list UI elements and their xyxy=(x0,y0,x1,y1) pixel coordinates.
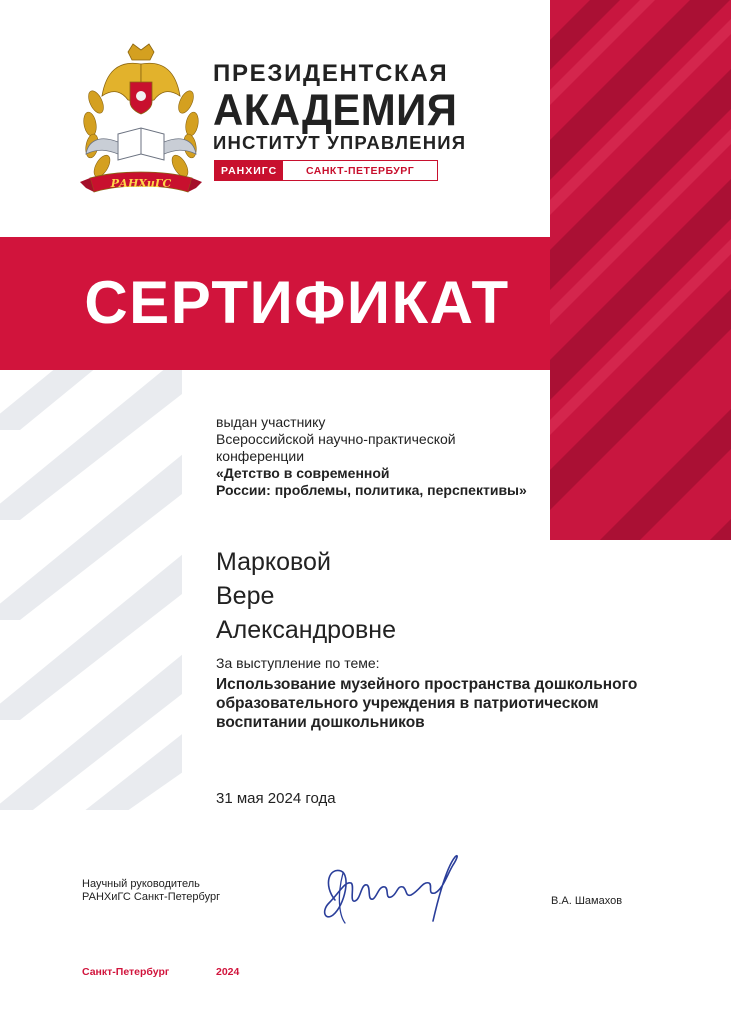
topic-line: образовательного учреждения в патриотическом xyxy=(216,695,599,712)
signatory-title-line: Научный руководитель xyxy=(82,878,200,890)
issued-line: Всероссийской научно-практической xyxy=(216,431,456,447)
ranepa-emblem-icon xyxy=(78,42,204,206)
brand-line-2: АКАДЕМИЯ xyxy=(213,85,458,135)
issued-text xyxy=(216,414,456,465)
emblem-ribbon-text: РАНХиГС xyxy=(110,177,172,190)
issue-date: 31 мая 2024 года xyxy=(216,790,336,807)
recipient-line: Вере xyxy=(216,582,275,610)
event-line: России: проблемы, политика, перспективы» xyxy=(216,482,527,498)
brand-tag-city: САНКТ-ПЕТЕРБУРГ xyxy=(305,164,415,177)
recipient-line: Марковой xyxy=(216,548,331,576)
certificate-title: СЕРТИФИКАТ xyxy=(84,269,510,336)
topic-label: За выступление по теме: xyxy=(216,655,380,671)
brand-tag xyxy=(214,160,438,181)
handwritten-signature-icon xyxy=(315,845,475,930)
signatory-title xyxy=(82,878,220,904)
topic-line: воспитании дошкольников xyxy=(216,714,425,731)
recipient-line: Александровне xyxy=(216,616,396,644)
recipient-name xyxy=(216,545,396,647)
topic-line: Использование музейного пространства дошкольного xyxy=(216,676,638,693)
decorative-pattern-left xyxy=(0,370,182,810)
event-name xyxy=(216,465,527,499)
topic-text xyxy=(216,675,696,732)
brand-line-3: ИНСТИТУТ УПРАВЛЕНИЯ xyxy=(213,132,467,153)
event-line: «Детство в современной xyxy=(216,465,390,481)
signatory-name: В.А. Шамахов xyxy=(551,895,623,907)
brand-line-1: ПРЕЗИДЕНТСКАЯ xyxy=(213,60,449,87)
brand-tag-ranhigs: РАНХИГС xyxy=(215,161,283,180)
issued-line: конференции xyxy=(216,448,305,464)
signatory-title-line: РАНХиГС Санкт-Петербург xyxy=(82,891,221,903)
issued-line: выдан участнику xyxy=(216,414,326,430)
footer-year: 2024 xyxy=(216,966,240,978)
footer-city: Санкт-Петербург xyxy=(82,966,170,978)
